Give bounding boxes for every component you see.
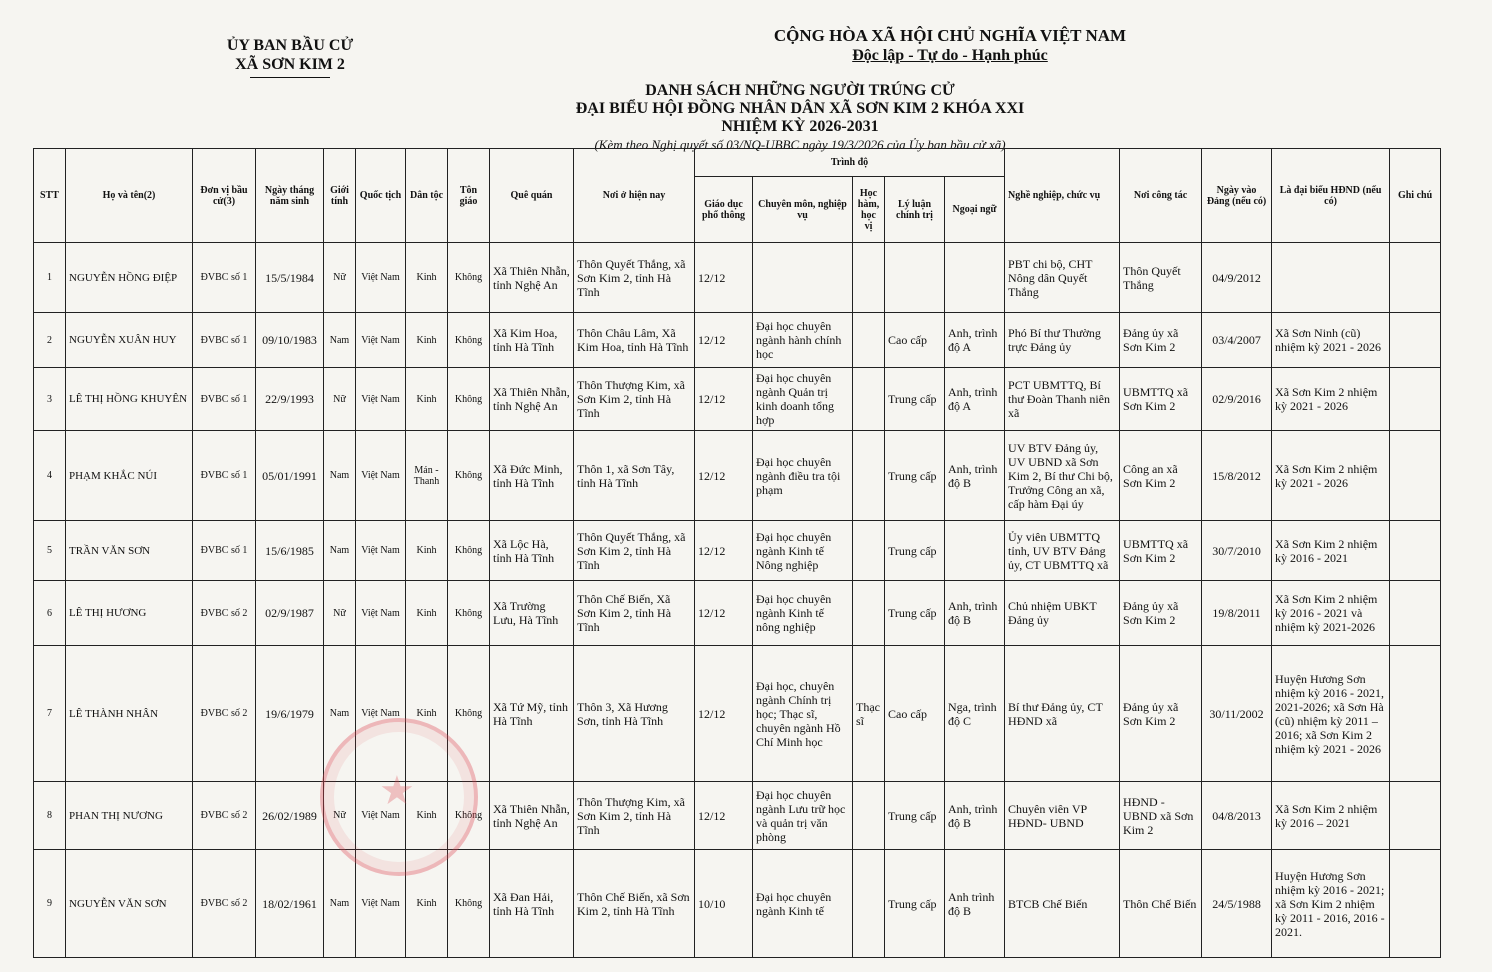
cell-stt: 5 [34,521,66,581]
cell-stt: 4 [34,431,66,521]
cell-hometown: Xã Tứ Mỹ, tỉnh Hà Tĩnh [490,646,574,782]
cell-residence: Thôn 1, xã Sơn Tây, tỉnh Hà Tĩnh [574,431,695,521]
cell-job: Ủy viên UBMTTQ tỉnh, UV BTV Đảng ủy, CT UBMTTQ xã [1005,521,1120,581]
cell-sex: Nam [324,646,356,782]
cell-delegate: Xã Sơn Kim 2 nhiệm kỳ 2016 - 2021 [1272,521,1390,581]
cell-party-date: 04/8/2013 [1202,782,1272,850]
cell-degree [853,313,885,368]
cell-sex: Nữ [324,782,356,850]
cell-workplace: Đảng ủy xã Sơn Kim 2 [1120,646,1202,782]
cell-note [1390,646,1441,782]
table-row [34,431,1441,521]
cell-note [1390,368,1441,431]
cell-religion: Không [448,521,490,581]
cell-nationality: Việt Nam [356,313,406,368]
cell-general-edu: 12/12 [695,646,753,782]
cell-specialty: Đại học chuyên ngành Kinh tế [753,850,853,958]
cell-language: Anh, trình độ B [945,581,1005,646]
cell-sex: Nữ [324,581,356,646]
cell-religion: Không [448,243,490,313]
cell-unit: ĐVBC số 1 [193,431,256,521]
title-line-2: ĐẠI BIỂU HỘI ĐỒNG NHÂN DÂN XÃ SƠN KIM 2 KHÓA XXI [575,100,1025,117]
cell-note [1390,581,1441,646]
cell-politics [885,243,945,313]
cell-party-date: 19/8/2011 [1202,581,1272,646]
cell-party-date: 04/9/2012 [1202,243,1272,313]
cell-language: Anh, trình độ A [945,368,1005,431]
cell-residence: Thôn Châu Lâm, Xã Kim Hoa, tỉnh Hà Tĩnh [574,313,695,368]
cell-sex: Nam [324,431,356,521]
cell-unit: ĐVBC số 2 [193,850,256,958]
cell-hometown: Xã Thiên Nhẫn, tỉnh Nghệ An [490,243,574,313]
table-row [34,521,1441,581]
cell-unit: ĐVBC số 2 [193,646,256,782]
cell-religion: Không [448,646,490,782]
col-party-date: Ngày vào Đảng (nếu có) [1202,149,1272,243]
cell-name: NGUYỄN VĂN SƠN [66,850,193,958]
cell-politics: Trung cấp [885,368,945,431]
cell-unit: ĐVBC số 1 [193,368,256,431]
cell-nationality: Việt Nam [356,368,406,431]
table-row [34,850,1441,958]
cell-language: Nga, trình độ C [945,646,1005,782]
cell-residence: Thôn Chế Biến, Xã Sơn Kim 2, tỉnh Hà Tĩnh [574,581,695,646]
cell-religion: Không [448,313,490,368]
national-motto: Độc lập - Tự do - Hạnh phúc [852,47,1048,64]
cell-party-date: 03/4/2007 [1202,313,1272,368]
cell-sex: Nữ [324,368,356,431]
cell-stt: 8 [34,782,66,850]
col-level: Trình độ [695,149,1005,177]
cell-name: PHẠM KHẮC NÚI [66,431,193,521]
cell-name: PHAN THỊ NƯƠNG [66,782,193,850]
cell-stt: 2 [34,313,66,368]
cell-delegate: Xã Sơn Kim 2 nhiệm kỳ 2016 - 2021 và nhiệm kỳ 2021-2026 [1272,581,1390,646]
col-unit: Đơn vị bầu cử(3) [193,149,256,243]
cell-politics: Trung cấp [885,431,945,521]
cell-general-edu: 12/12 [695,581,753,646]
cell-hometown: Xã Thiên Nhẫn, tỉnh Nghệ An [490,368,574,431]
cell-workplace: UBMTTQ xã Sơn Kim 2 [1120,521,1202,581]
cell-note [1390,850,1441,958]
table-row [34,368,1441,431]
col-ethnic: Dân tộc [406,149,448,243]
cell-nationality: Việt Nam [356,243,406,313]
col-nationality: Quốc tịch [356,149,406,243]
cell-nationality: Việt Nam [356,581,406,646]
cell-note [1390,243,1441,313]
cell-sex: Nam [324,850,356,958]
cell-religion: Không [448,850,490,958]
cell-language [945,521,1005,581]
cell-workplace: Công an xã Sơn Kim 2 [1120,431,1202,521]
table-row [34,313,1441,368]
cell-workplace: UBMTTQ xã Sơn Kim 2 [1120,368,1202,431]
table-body [34,243,1441,958]
cell-stt: 6 [34,581,66,646]
cell-note [1390,521,1441,581]
cell-specialty: Đại học chuyên ngành hành chính học [753,313,853,368]
cell-party-date: 30/11/2002 [1202,646,1272,782]
cell-language: Anh trình độ B [945,850,1005,958]
cell-hometown: Xã Thiên Nhẫn, tỉnh Nghệ An [490,782,574,850]
cell-name: LÊ THỊ HỒNG KHUYÊN [66,368,193,431]
cell-religion: Không [448,431,490,521]
cell-language: Anh, trình độ B [945,431,1005,521]
cell-ethnic: Kinh [406,850,448,958]
cell-language [945,243,1005,313]
cell-hometown: Xã Đức Minh, tỉnh Hà Tĩnh [490,431,574,521]
cell-job: PBT chi bộ, CHT Nông dân Quyết Thắng [1005,243,1120,313]
cell-specialty: Đại học chuyên ngành Quản trị kinh doanh tổng hợp [753,368,853,431]
cell-hometown: Xã Lộc Hà, tỉnh Hà Tĩnh [490,521,574,581]
cell-unit: ĐVBC số 2 [193,782,256,850]
cell-residence: Thôn Chế Biến, xã Sơn Kim 2, tỉnh Hà Tĩnh [574,850,695,958]
cell-job: Chủ nhiệm UBKT Đảng ủy [1005,581,1120,646]
cell-ethnic: Kinh [406,243,448,313]
cell-general-edu: 12/12 [695,313,753,368]
cell-religion: Không [448,368,490,431]
table-row [34,581,1441,646]
cell-degree [853,521,885,581]
cell-nationality: Việt Nam [356,850,406,958]
col-religion: Tôn giáo [448,149,490,243]
cell-residence: Thôn Thượng Kim, xã Sơn Kim 2, tỉnh Hà Tĩnh [574,368,695,431]
cell-specialty: Đại học, chuyên ngành Chính trị học; Thạc sĩ, chuyên ngành Hồ Chí Minh học [753,646,853,782]
cell-specialty [753,243,853,313]
cell-religion: Không [448,581,490,646]
cell-specialty: Đại học chuyên ngành Kinh tế nông nghiệp [753,581,853,646]
cell-dob: 19/6/1979 [256,646,324,782]
org-line-2: XÃ SƠN KIM 2 [235,56,345,73]
cell-unit: ĐVBC số 1 [193,313,256,368]
cell-dob: 02/9/1987 [256,581,324,646]
cell-dob: 26/02/1989 [256,782,324,850]
table-row [34,782,1441,850]
cell-note [1390,431,1441,521]
cell-dob: 22/9/1993 [256,368,324,431]
cell-residence: Thôn Thượng Kim, xã Sơn Kim 2, tỉnh Hà Tĩnh [574,782,695,850]
cell-dob: 05/01/1991 [256,431,324,521]
cell-nationality: Việt Nam [356,646,406,782]
cell-workplace: Thôn Chế Biến [1120,850,1202,958]
col-degree: Học hàm, học vị [853,177,885,243]
cell-delegate: Xã Sơn Kim 2 nhiệm kỳ 2016 – 2021 [1272,782,1390,850]
cell-religion: Không [448,782,490,850]
cell-delegate: Xã Sơn Kim 2 nhiệm kỳ 2021 - 2026 [1272,431,1390,521]
cell-specialty: Đại học chuyên ngành Lưu trữ học và quản trị văn phòng [753,782,853,850]
col-sex: Giới tính [324,149,356,243]
cell-specialty: Đại học chuyên ngành điều tra tội phạm [753,431,853,521]
cell-delegate: Huyện Hương Sơn nhiệm kỳ 2016 - 2021, 2021-2026; xã Sơn Hà (cũ) nhiệm kỳ 2011 – 2016; xã Sơn Kim 2 nhiệm kỳ 2021 - 2026 [1272,646,1390,782]
cell-ethnic: Kinh [406,313,448,368]
cell-ethnic: Mán - Thanh [406,431,448,521]
cell-degree [853,368,885,431]
col-note: Ghi chú [1390,149,1441,243]
cell-job: UV BTV Đảng ủy, UV UBND xã Sơn Kim 2, Bí thư Chi bộ, Trưởng Công an xã, cấp hàm Đại úy [1005,431,1120,521]
cell-general-edu: 12/12 [695,368,753,431]
cell-party-date: 15/8/2012 [1202,431,1272,521]
cell-general-edu: 12/12 [695,431,753,521]
cell-party-date: 30/7/2010 [1202,521,1272,581]
cell-ethnic: Kinh [406,521,448,581]
col-delegate: Là đại biểu HĐND (nếu có) [1272,149,1390,243]
cell-degree [853,581,885,646]
cell-job: Bí thư Đảng ủy, CT HĐND xã [1005,646,1120,782]
cell-nationality: Việt Nam [356,782,406,850]
cell-nationality: Việt Nam [356,521,406,581]
cell-unit: ĐVBC số 2 [193,581,256,646]
cell-delegate: Xã Sơn Kim 2 nhiệm kỳ 2021 - 2026 [1272,368,1390,431]
cell-stt: 9 [34,850,66,958]
cell-note [1390,782,1441,850]
elected-delegates-table [33,148,1441,958]
cell-language: Anh, trình độ B [945,782,1005,850]
cell-job: PCT UBMTTQ, Bí thư Đoàn Thanh niên xã [1005,368,1120,431]
cell-politics: Cao cấp [885,313,945,368]
col-general-edu: Giáo dục phổ thông [695,177,753,243]
seal-star-icon: ★ [379,768,415,813]
col-hometown: Quê quán [490,149,574,243]
cell-general-edu: 12/12 [695,782,753,850]
cell-politics: Trung cấp [885,850,945,958]
title-line-1: DANH SÁCH NHỮNG NGƯỜI TRÚNG CỬ [645,82,955,99]
cell-party-date: 24/5/1988 [1202,850,1272,958]
table-row [34,243,1441,313]
cell-degree [853,243,885,313]
cell-unit: ĐVBC số 1 [193,243,256,313]
org-underline [250,77,330,78]
cell-general-edu: 12/12 [695,521,753,581]
cell-stt: 1 [34,243,66,313]
cell-hometown: Xã Trường Lưu, Hà Tĩnh [490,581,574,646]
cell-language: Anh, trình độ A [945,313,1005,368]
cell-job: BTCB Chế Biến [1005,850,1120,958]
cell-sex: Nữ [324,243,356,313]
cell-dob: 15/5/1984 [256,243,324,313]
cell-party-date: 02/9/2016 [1202,368,1272,431]
col-language: Ngoại ngữ [945,177,1005,243]
cell-job: Phó Bí thư Thường trực Đảng ủy [1005,313,1120,368]
cell-stt: 3 [34,368,66,431]
cell-name: NGUYỄN XUÂN HUY [66,313,193,368]
cell-note [1390,313,1441,368]
cell-delegate: Xã Sơn Ninh (cũ) nhiệm kỳ 2021 - 2026 [1272,313,1390,368]
cell-degree [853,850,885,958]
cell-hometown: Xã Đan Hải, tỉnh Hà Tĩnh [490,850,574,958]
col-stt: STT [34,149,66,243]
cell-name: TRẦN VĂN SƠN [66,521,193,581]
cell-politics: Cao cấp [885,646,945,782]
cell-ethnic: Kinh [406,782,448,850]
cell-job: Chuyên viên VP HĐND- UBND [1005,782,1120,850]
cell-dob: 09/10/1983 [256,313,324,368]
cell-workplace: HĐND - UBND xã Sơn Kim 2 [1120,782,1202,850]
cell-residence: Thôn Quyết Thắng, xã Sơn Kim 2, tỉnh Hà Tĩnh [574,521,695,581]
table-row [34,646,1441,782]
cell-workplace: Đảng ủy xã Sơn Kim 2 [1120,313,1202,368]
cell-delegate [1272,243,1390,313]
col-residence: Nơi ở hiện nay [574,149,695,243]
cell-hometown: Xã Kim Hoa, tỉnh Hà Tĩnh [490,313,574,368]
cell-degree [853,431,885,521]
cell-general-edu: 12/12 [695,243,753,313]
cell-degree [853,782,885,850]
cell-unit: ĐVBC số 1 [193,521,256,581]
cell-degree: Thạc sĩ [853,646,885,782]
cell-specialty: Đại học chuyên ngành Kinh tế Nông nghiệp [753,521,853,581]
cell-politics: Trung cấp [885,521,945,581]
cell-politics: Trung cấp [885,581,945,646]
org-line-1: ỦY BAN BẦU CỬ [226,37,354,54]
title-line-3: NHIỆM KỲ 2026-2031 [721,118,879,135]
col-name: Họ và tên(2) [66,149,193,243]
cell-delegate: Huyện Hương Sơn nhiệm kỳ 2016 - 2021; xã Sơn Kim 2 nhiệm kỳ 2011 - 2016, 2016 - 2021. [1272,850,1390,958]
col-politics: Lý luận chính trị [885,177,945,243]
cell-nationality: Việt Nam [356,431,406,521]
document-title [420,82,1180,154]
col-specialty: Chuyên môn, nghiệp vụ [753,177,853,243]
col-job: Nghề nghiệp, chức vụ [1005,149,1120,243]
cell-stt: 7 [34,646,66,782]
cell-workplace: Đảng ủy xã Sơn Kim 2 [1120,581,1202,646]
title-note: (Kèm theo Nghị quyết số 03/NQ-UBBC ngày 19/3/2026 của Ủy ban bầu cử xã) [594,137,1006,152]
cell-residence: Thôn 3, Xã Hương Sơn, tỉnh Hà Tĩnh [574,646,695,782]
cell-name: NGUYỄN HỒNG ĐIỆP [66,243,193,313]
national-header [740,26,1160,66]
cell-ethnic: Kinh [406,368,448,431]
issuing-organization [180,36,400,78]
cell-sex: Nam [324,313,356,368]
cell-dob: 15/6/1985 [256,521,324,581]
cell-dob: 18/02/1961 [256,850,324,958]
cell-politics: Trung cấp [885,782,945,850]
cell-name: LÊ THÀNH NHÂN [66,646,193,782]
cell-workplace: Thôn Quyết Thắng [1120,243,1202,313]
cell-residence: Thôn Quyết Thắng, xã Sơn Kim 2, tỉnh Hà Tĩnh [574,243,695,313]
cell-ethnic: Kinh [406,646,448,782]
col-workplace: Nơi công tác [1120,149,1202,243]
cell-name: LÊ THỊ HƯƠNG [66,581,193,646]
col-dob: Ngày tháng năm sinh [256,149,324,243]
nation-name: CỘNG HÒA XÃ HỘI CHỦ NGHĨA VIỆT NAM [773,26,1127,45]
cell-ethnic: Kinh [406,581,448,646]
cell-sex: Nam [324,521,356,581]
cell-general-edu: 10/10 [695,850,753,958]
